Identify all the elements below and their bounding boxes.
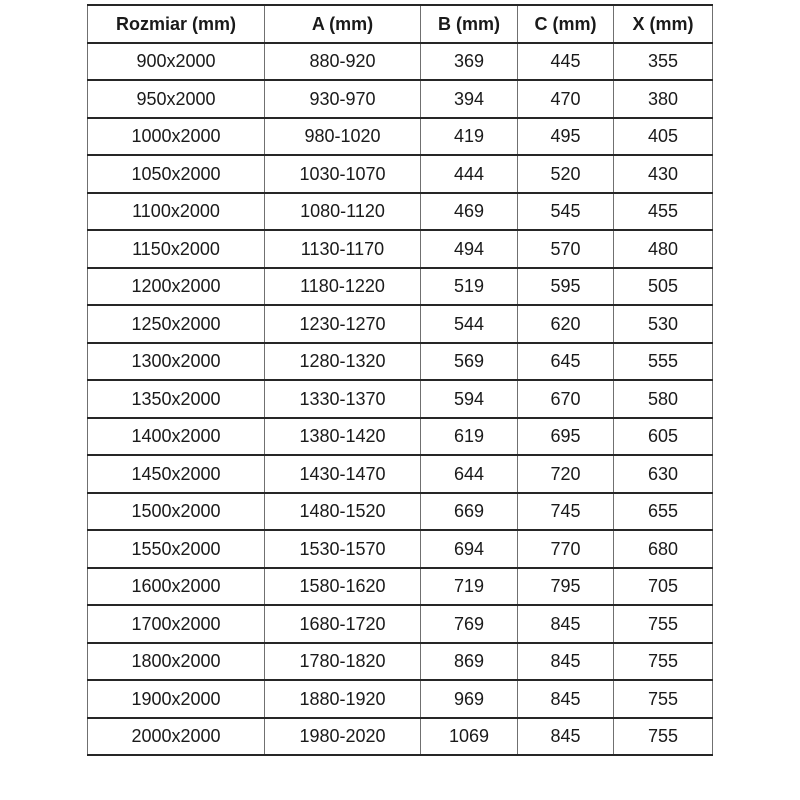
table-row <box>88 493 713 531</box>
table-cell: 1050x2000 <box>88 155 265 193</box>
table-row <box>88 155 713 193</box>
table-cell: 1400x2000 <box>88 418 265 456</box>
table-cell: 1900x2000 <box>88 680 265 718</box>
table-cell: 755 <box>614 718 713 756</box>
table-cell: 1150x2000 <box>88 230 265 268</box>
table-cell: 880-920 <box>265 43 421 81</box>
table-cell: 1450x2000 <box>88 455 265 493</box>
table-cell: 980-1020 <box>265 118 421 156</box>
table-cell: 770 <box>518 530 614 568</box>
table-cell: 900x2000 <box>88 43 265 81</box>
table-cell: 1080-1120 <box>265 193 421 231</box>
table-cell: 1480-1520 <box>265 493 421 531</box>
table-row <box>88 568 713 606</box>
table-cell: 655 <box>614 493 713 531</box>
table-cell: 680 <box>614 530 713 568</box>
table-cell: 544 <box>421 305 518 343</box>
table-cell: 1500x2000 <box>88 493 265 531</box>
table-cell: 1780-1820 <box>265 643 421 681</box>
table-cell: 1800x2000 <box>88 643 265 681</box>
table-cell: 694 <box>421 530 518 568</box>
table-row <box>88 455 713 493</box>
table-cell: 845 <box>518 680 614 718</box>
table-cell: 2000x2000 <box>88 718 265 756</box>
table-cell: 1100x2000 <box>88 193 265 231</box>
table-row <box>88 418 713 456</box>
table-cell: 1350x2000 <box>88 380 265 418</box>
table-cell: 845 <box>518 605 614 643</box>
table-cell: 1380-1420 <box>265 418 421 456</box>
table-cell: 570 <box>518 230 614 268</box>
table-row <box>88 268 713 306</box>
table-header-row <box>88 5 713 43</box>
table-cell: 455 <box>614 193 713 231</box>
table-cell: 1330-1370 <box>265 380 421 418</box>
table-row <box>88 80 713 118</box>
table-cell: 1550x2000 <box>88 530 265 568</box>
table-row <box>88 530 713 568</box>
table-cell: 745 <box>518 493 614 531</box>
table-cell: 705 <box>614 568 713 606</box>
table-row <box>88 305 713 343</box>
table-cell: 595 <box>518 268 614 306</box>
table-row <box>88 680 713 718</box>
table-row <box>88 605 713 643</box>
table-cell: 1250x2000 <box>88 305 265 343</box>
table-cell: 545 <box>518 193 614 231</box>
table-row <box>88 380 713 418</box>
column-header-x: X (mm) <box>614 5 713 43</box>
table-cell: 1530-1570 <box>265 530 421 568</box>
table-cell: 1130-1170 <box>265 230 421 268</box>
column-header-a: A (mm) <box>265 5 421 43</box>
table-cell: 1300x2000 <box>88 343 265 381</box>
table-cell: 755 <box>614 605 713 643</box>
table-row <box>88 230 713 268</box>
table-row <box>88 193 713 231</box>
table-cell: 619 <box>421 418 518 456</box>
table-cell: 444 <box>421 155 518 193</box>
table-cell: 1680-1720 <box>265 605 421 643</box>
table-cell: 469 <box>421 193 518 231</box>
table-cell: 605 <box>614 418 713 456</box>
table-cell: 845 <box>518 643 614 681</box>
table-cell: 1069 <box>421 718 518 756</box>
table-cell: 620 <box>518 305 614 343</box>
table-cell: 755 <box>614 680 713 718</box>
table-cell: 405 <box>614 118 713 156</box>
table-cell: 719 <box>421 568 518 606</box>
table-row <box>88 118 713 156</box>
table-cell: 1430-1470 <box>265 455 421 493</box>
table-cell: 505 <box>614 268 713 306</box>
table-cell: 1880-1920 <box>265 680 421 718</box>
table-row <box>88 343 713 381</box>
table-cell: 1700x2000 <box>88 605 265 643</box>
table-cell: 494 <box>421 230 518 268</box>
table-cell: 1580-1620 <box>265 568 421 606</box>
table-cell: 480 <box>614 230 713 268</box>
column-header-b: B (mm) <box>421 5 518 43</box>
table-cell: 645 <box>518 343 614 381</box>
table-row <box>88 643 713 681</box>
table-cell: 394 <box>421 80 518 118</box>
column-header-c: C (mm) <box>518 5 614 43</box>
table-cell: 755 <box>614 643 713 681</box>
table-cell: 950x2000 <box>88 80 265 118</box>
table-cell: 355 <box>614 43 713 81</box>
table-cell: 1180-1220 <box>265 268 421 306</box>
table-cell: 1280-1320 <box>265 343 421 381</box>
table-cell: 1980-2020 <box>265 718 421 756</box>
table-cell: 670 <box>518 380 614 418</box>
table-cell: 555 <box>614 343 713 381</box>
table-cell: 969 <box>421 680 518 718</box>
table-cell: 580 <box>614 380 713 418</box>
table-cell: 1600x2000 <box>88 568 265 606</box>
table-cell: 1230-1270 <box>265 305 421 343</box>
table-cell: 430 <box>614 155 713 193</box>
table-cell: 644 <box>421 455 518 493</box>
table-cell: 1000x2000 <box>88 118 265 156</box>
table-row <box>88 43 713 81</box>
size-dimensions-table <box>87 4 713 756</box>
table-cell: 495 <box>518 118 614 156</box>
table-row <box>88 718 713 756</box>
table-cell: 769 <box>421 605 518 643</box>
table-cell: 720 <box>518 455 614 493</box>
table-cell: 845 <box>518 718 614 756</box>
table-cell: 445 <box>518 43 614 81</box>
table-cell: 930-970 <box>265 80 421 118</box>
table-cell: 1200x2000 <box>88 268 265 306</box>
table-cell: 669 <box>421 493 518 531</box>
column-header-rozmiar: Rozmiar (mm) <box>88 5 265 43</box>
table-cell: 369 <box>421 43 518 81</box>
table-cell: 630 <box>614 455 713 493</box>
table-cell: 695 <box>518 418 614 456</box>
table-cell: 594 <box>421 380 518 418</box>
table-cell: 419 <box>421 118 518 156</box>
table-cell: 470 <box>518 80 614 118</box>
table-cell: 520 <box>518 155 614 193</box>
table-cell: 795 <box>518 568 614 606</box>
table-cell: 869 <box>421 643 518 681</box>
table-cell: 530 <box>614 305 713 343</box>
table-cell: 1030-1070 <box>265 155 421 193</box>
table-cell: 519 <box>421 268 518 306</box>
table-cell: 569 <box>421 343 518 381</box>
table-cell: 380 <box>614 80 713 118</box>
